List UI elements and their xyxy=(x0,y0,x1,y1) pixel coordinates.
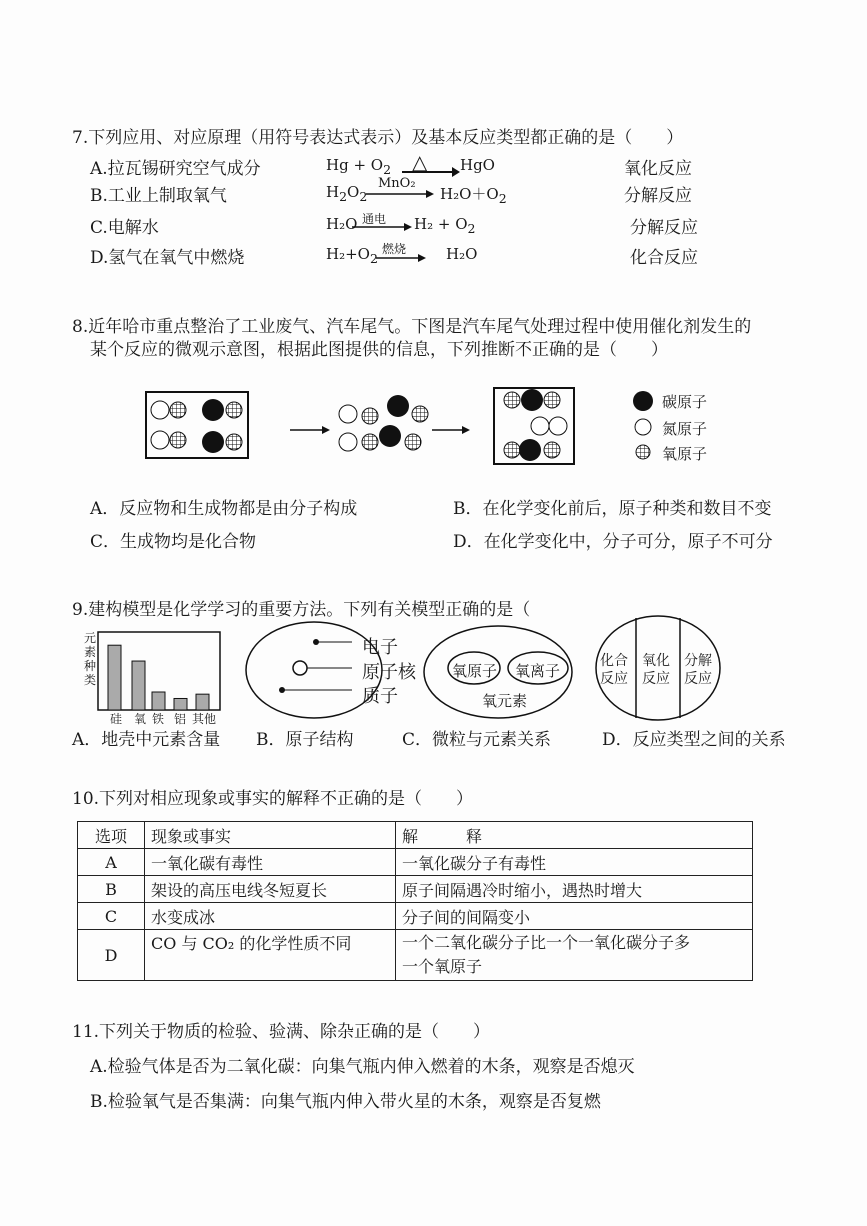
q11-option-b: B.检验氧气是否集满：向集气瓶内伸入带火星的木条，观察是否复燃 xyxy=(90,1092,601,1112)
cell-oxidation: 氧化反应 xyxy=(642,653,670,687)
table-row xyxy=(78,876,753,903)
q11-stem: 11.下列关于物质的检验、验满、除杂正确的是（ ） xyxy=(72,1022,491,1042)
row-fact: CO 与 CO₂ 的化学性质不同 xyxy=(145,930,396,981)
q8-stem-line1: 8.近年哈市重点整治了工业废气、汽车尾气。下图是汽车尾气处理过程中使用催化剂发生的 xyxy=(72,317,752,337)
q7-b-left: $H_2O_2$ xyxy=(326,183,368,204)
row-option: A xyxy=(78,849,145,876)
q11-option-a: A.检验气体是否为二氧化碳：向集气瓶内伸入燃着的木条，观察是否熄灭 xyxy=(90,1057,635,1077)
row-explain: 一氧化碳分子有毒性 xyxy=(396,849,753,876)
bar-氧 xyxy=(132,661,145,710)
table-header-row xyxy=(78,822,753,849)
tick-label: 氧 xyxy=(134,712,147,726)
q7-c-arrow xyxy=(352,222,412,234)
q7-b-arrow xyxy=(366,189,436,201)
q9-option-b: B．原子结构 xyxy=(256,730,354,750)
tick-label: 铝 xyxy=(174,712,187,726)
legend-carbon: 碳原子 xyxy=(662,393,708,411)
tick-label: 铁 xyxy=(152,712,165,726)
row-fact: 一氧化碳有毒性 xyxy=(145,849,396,876)
row-explain: 原子间隔遇冷时缩小，遇热时增大 xyxy=(396,876,753,903)
q8-option-a: A．反应物和生成物都是由分子构成 xyxy=(90,499,358,519)
q7-d-arrow xyxy=(376,253,426,265)
q9-option-c: C．微粒与元素关系 xyxy=(402,730,552,750)
table-row xyxy=(78,903,753,930)
q7-option-c: C.电解水 xyxy=(90,218,159,238)
combustion-label: 燃烧 xyxy=(382,242,407,256)
q7-a-type: 氧化反应 xyxy=(624,159,692,179)
bar-铝 xyxy=(174,698,187,710)
row-option: B xyxy=(78,876,145,903)
q7-stem: 7.下列应用、对应原理（用符号表达式表示）及基本反应类型都正确的是（ ） xyxy=(72,128,684,148)
q7-d-right: H₂O xyxy=(446,245,478,263)
heat-symbol: △ xyxy=(412,150,428,174)
q7-option-b: B.工业上制取氧气 xyxy=(90,186,227,206)
atom-label-proton: 质子 xyxy=(362,686,398,707)
q8-option-c: C．生成物均是化合物 xyxy=(90,532,257,552)
q7-b-right: $H_2O+O_2$ xyxy=(440,185,507,206)
tick-label: 其他 xyxy=(192,712,217,726)
catalyst-label: MnO₂ xyxy=(378,176,416,191)
legend-nitrogen: 氮原子 xyxy=(662,420,708,438)
ellipse-oxygen-atom: 氧原子 xyxy=(452,662,498,680)
row-fact: 架设的高压电线冬短夏长 xyxy=(145,876,396,903)
atom-label-nucleus: 原子核 xyxy=(362,662,416,683)
q7-b-type: 分解反应 xyxy=(624,186,692,206)
q7-a-left: $Hg + O_2$ xyxy=(326,156,392,177)
electrolysis-label: 通电 xyxy=(362,212,387,226)
legend-oxygen: 氧原子 xyxy=(662,445,708,463)
row-option: C xyxy=(78,903,145,930)
bar-硅 xyxy=(108,645,121,710)
header-fact: 现象或事实 xyxy=(145,822,396,849)
header-option: 选项 xyxy=(78,822,145,849)
carbon-legend-icon xyxy=(633,391,653,411)
bar-其他 xyxy=(196,694,209,710)
q7-option-a: A.拉瓦锡研究空气成分 xyxy=(90,159,261,179)
q7-d-left: $H_2+O_2$ xyxy=(326,245,378,266)
q9-stem: 9.建构模型是化学学习的重要方法。下列有关模型正确的是（ xyxy=(72,600,531,620)
oxygen-legend-icon xyxy=(636,445,650,459)
q8-stem-line2: 某个反应的微观示意图，根据此图提供的信息，下列推断不正确的是（ ） xyxy=(90,340,668,360)
ellipse-oxygen-ion: 氧离子 xyxy=(515,662,561,680)
q10-stem: 10.下列对相应现象或事实的解释不正确的是（ ） xyxy=(72,789,474,809)
q8-option-d: D．在化学变化中，分子可分，原子不可分 xyxy=(453,532,773,552)
row-fact: 水变成冰 xyxy=(145,903,396,930)
row-explain: 分子间的间隔变小 xyxy=(396,903,753,930)
q10-table xyxy=(77,821,753,981)
table-row xyxy=(78,930,753,981)
row-option: D xyxy=(78,930,145,981)
nitrogen-legend-icon xyxy=(635,419,651,435)
q7-c-right: $H_2 + O_2$ xyxy=(414,215,476,236)
table-row xyxy=(78,849,753,876)
q8-option-b: B．在化学变化前后，原子种类和数目不变 xyxy=(453,499,772,519)
bar-铁 xyxy=(152,692,165,710)
q8-reaction-diagram xyxy=(0,380,867,470)
header-explain: 解 释 xyxy=(396,822,753,849)
q7-d-type: 化合反应 xyxy=(630,248,698,268)
row-explain: 一个二氧化碳分子比一个一氧化碳分子多一个氧原子 xyxy=(396,930,753,981)
cell-combination: 化合反应 xyxy=(600,653,628,687)
q7-c-type: 分解反应 xyxy=(630,218,698,238)
q7-option-d: D.氢气在氧气中燃烧 xyxy=(90,248,245,268)
atom-label-electron: 电子 xyxy=(362,637,398,658)
q9-option-a: A．地壳中元素含量 xyxy=(72,730,221,750)
q9-option-d: D．反应类型之间的关系 xyxy=(602,730,786,750)
ellipse-oxygen-element: 氧元素 xyxy=(482,692,528,710)
tick-label: 硅 xyxy=(110,712,123,726)
cell-decomposition: 分解反应 xyxy=(684,653,712,687)
q7-a-right: HgO xyxy=(460,156,495,174)
q7-c-left: H₂O xyxy=(326,215,358,233)
chart-ylabel: 元素种类 xyxy=(84,631,97,687)
